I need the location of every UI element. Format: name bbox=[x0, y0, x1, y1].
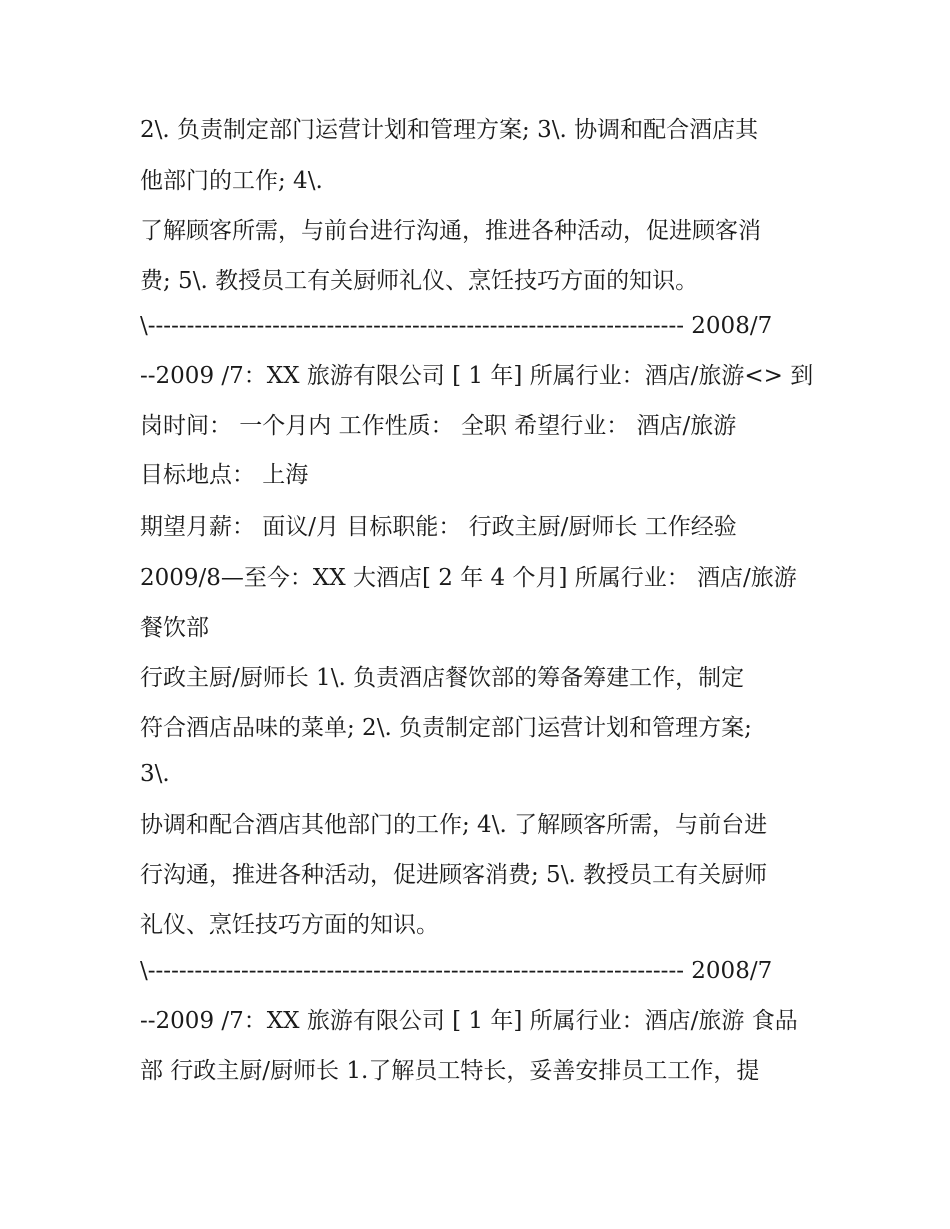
text-line: 行沟通，推进各种活动，促进顾客消费; 5\. 教授员工有关厨师 bbox=[140, 862, 768, 888]
text-line: 部 行政主厨/厨师长 1.了解员工特长，妥善安排员工工作，提 bbox=[140, 1058, 760, 1084]
text-line: 2\. 负责制定部门运营计划和管理方案; 3\. 协调和配合酒店其 bbox=[140, 117, 759, 143]
text-line: 符合酒店品味的菜单; 2\. 负责制定部门运营计划和管理方案; bbox=[140, 715, 752, 741]
text-line: 岗时间： 一个月内 工作性质： 全职 希望行业： 酒店/旅游 bbox=[140, 413, 737, 439]
text-line: 行政主厨/厨师长 1\. 负责酒店餐饮部的筹备筹建工作，制定 bbox=[140, 665, 745, 691]
text-line: 协调和配合酒店其他部门的工作; 4\. 了解顾客所需，与前台进 bbox=[140, 812, 768, 838]
text-line: 期望月薪： 面议/月 目标职能： 行政主厨/厨师长 工作经验 bbox=[140, 514, 737, 540]
text-line: --2009 /7：XX 旅游有限公司 [ 1 年] 所属行业：酒店/旅游<> 到 bbox=[140, 363, 814, 389]
text-line: 目标地点： 上海 bbox=[140, 462, 309, 488]
text-line: 餐饮部 bbox=[140, 615, 209, 641]
text-line: --2009 /7：XX 旅游有限公司 [ 1 年] 所属行业：酒店/旅游 食品 bbox=[140, 1008, 798, 1034]
text-line: \--------------------------------------------------------------------- 2008/7 bbox=[140, 958, 773, 984]
text-line: 2009/8—至今：XX 大酒店[ 2 年 4 个月] 所属行业： 酒店/旅游 bbox=[140, 565, 797, 591]
text-line: 礼仪、烹饪技巧方面的知识。 bbox=[140, 912, 439, 938]
text-line: 他部门的工作; 4\. bbox=[140, 168, 323, 194]
text-line: 费; 5\. 教授员工有关厨师礼仪、烹饪技巧方面的知识。 bbox=[140, 268, 699, 294]
text-line: \--------------------------------------------------------------------- 2008/7 bbox=[140, 313, 773, 339]
text-line: 3\. bbox=[140, 761, 170, 787]
text-line: 了解顾客所需，与前台进行沟通，推进各种活动，促进顾客消 bbox=[140, 218, 761, 244]
